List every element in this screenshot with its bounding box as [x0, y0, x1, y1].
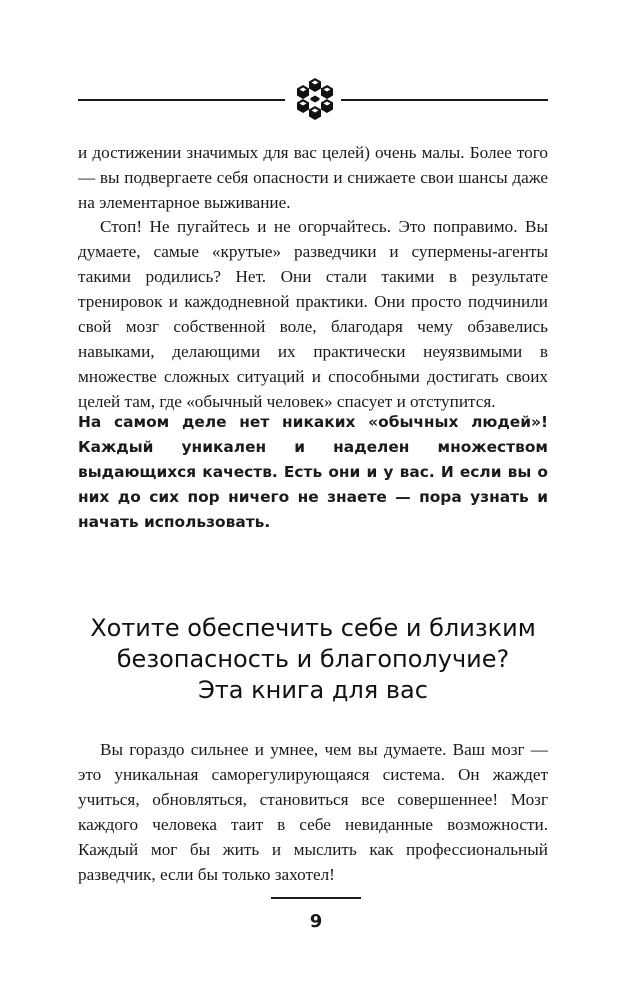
- header-rule-right: [341, 99, 548, 101]
- callout-text: На самом деле нет никаких «обычных людей»! Каждый уникален и наделен множеством выдающихся качеств. Есть они и у вас. И если вы о них до сих пор ничего не знаете — пора узнать и начать использовать.: [78, 413, 548, 531]
- bold-callout: [78, 410, 548, 535]
- paragraph-text: Стоп! Не пугайтесь и не огорчайтесь. Это поправимо. Вы думаете, самые «крутые» разведчики и супермены-агенты такими родились? Нет. Они стали такими в результате тренировок и каждодневной практики. Они просто подчинили свой мозг собственной воле, благодаря чему обзавелись навыками, делающими их практически неуязвимыми в множестве сложных ситуаций и способными достигать своих целей там, где «обычный человек» спасует и отступится.: [78, 217, 548, 411]
- heading-line-1: Хотите обеспечить себе и близким: [90, 614, 536, 642]
- header-rule-left: [78, 99, 285, 101]
- page-header: [0, 76, 644, 122]
- paragraph-stop: [78, 214, 548, 414]
- heading-line-2: безопасность и благополучие?: [116, 645, 510, 673]
- paragraph-continuation: [78, 140, 548, 215]
- page-number: 9: [309, 911, 323, 932]
- section-heading: [78, 613, 548, 706]
- hexagonal-cube-ornament-icon: [292, 76, 338, 122]
- paragraph-brain: [78, 737, 548, 887]
- heading-line-3: Эта книга для вас: [198, 676, 428, 704]
- paragraph-text: Вы гораздо сильнее и умнее, чем вы думаете. Ваш мозг — это уникальная саморегулирующаяся система. Он жаждет учиться, обновляться, становиться все совершеннее! Мозг каждого человека таит в себе невиданные возможности. Каждый мог бы жить и мыслить как профессиональный разведчик, если бы только захотел!: [78, 740, 548, 884]
- footer-rule: [271, 897, 361, 899]
- paragraph-text: и достижении значимых для вас целей) очень малы. Более того — вы подвергаете себя опасности и снижаете свои шансы даже на элементарное выживание.: [78, 143, 548, 212]
